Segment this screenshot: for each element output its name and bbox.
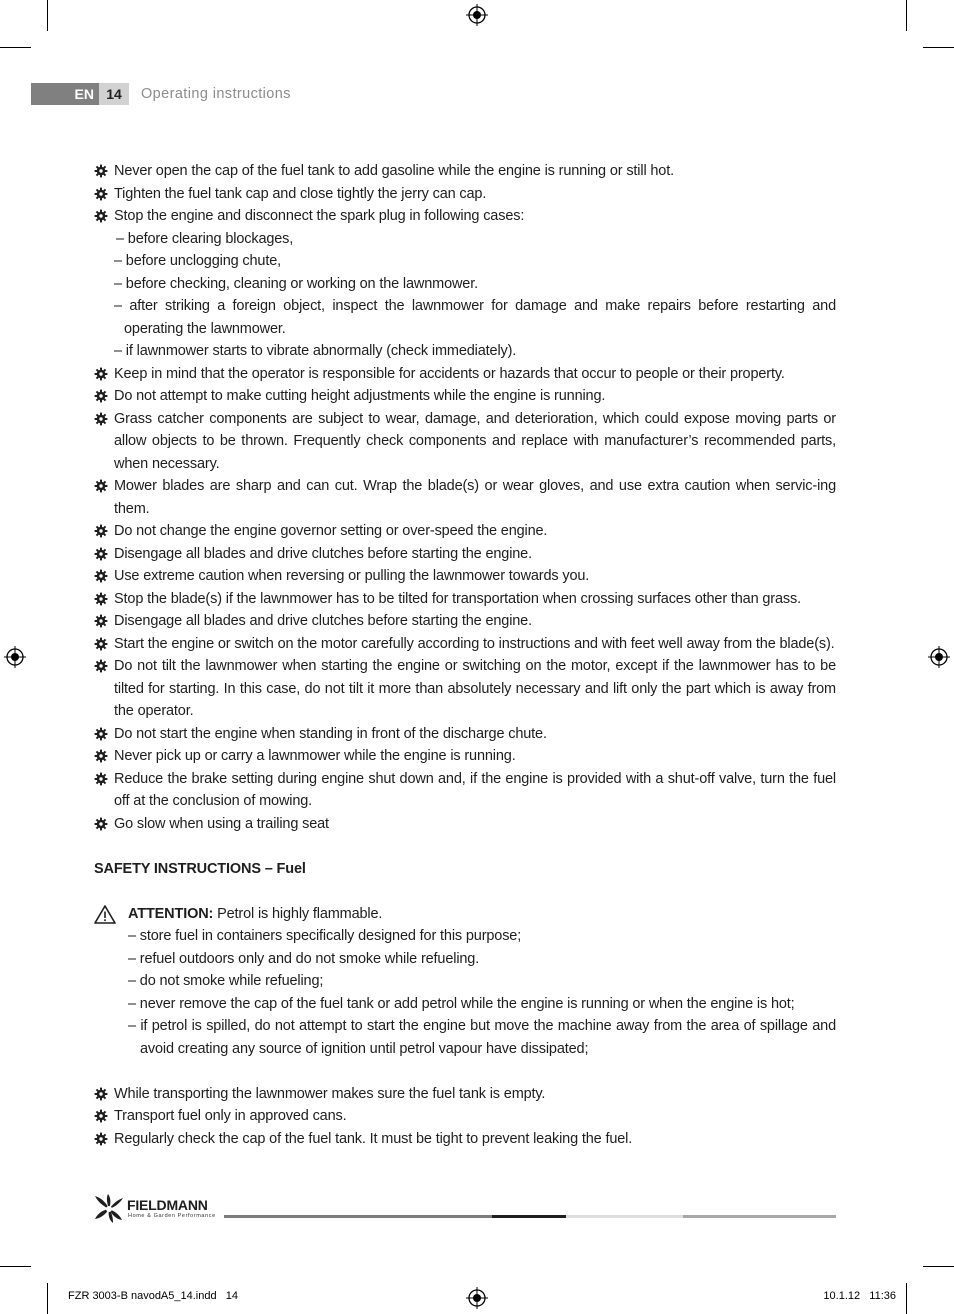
bullet-text: Do not attempt to make cutting height adjustments while the engine is running. xyxy=(114,388,606,404)
bullet-item xyxy=(94,588,836,611)
bullet-item xyxy=(94,520,836,543)
gear-bullet-icon xyxy=(94,164,108,178)
gear-bullet-icon xyxy=(94,412,108,426)
bullet-text: Regularly check the cap of the fuel tank. It must be tight to prevent leaking the fuel. xyxy=(114,1130,633,1147)
gear-bullet-icon xyxy=(94,1087,108,1101)
fuel-item: – if petrol is spilled, do not attempt to start the engine but move the machine away from the area of spillage and avoid creating any source of ignition until petrol vapour have dissipated; xyxy=(128,1018,836,1057)
bullet-list xyxy=(94,363,836,836)
slug-file: FZR 3003-B navodA5_14.indd 14 xyxy=(68,1290,239,1302)
bullet-item xyxy=(94,655,836,723)
bullet-item xyxy=(94,768,836,813)
bullet-text: Disengage all blades and drive clutches before starting the engine. xyxy=(114,545,532,562)
case-list xyxy=(94,228,836,363)
crop-mark xyxy=(923,1266,954,1267)
gear-bullet-icon xyxy=(94,659,108,673)
warning-triangle-icon xyxy=(94,905,116,924)
bullet-text: Stop the engine and disconnect the spark plug in following cases: xyxy=(114,208,525,224)
bullet-item xyxy=(94,1105,836,1128)
bullet-item xyxy=(94,610,836,633)
case-item: – if lawnmower starts to vibrate abnormally (check immediately). xyxy=(114,343,517,359)
bullet-item xyxy=(94,813,836,836)
bullet-text: Keep in mind that the operator is responsible for accidents or hazards that occur to people or their property. xyxy=(114,365,785,382)
crop-mark xyxy=(47,0,48,31)
bullet-item xyxy=(94,183,836,206)
attention-label: ATTENTION: xyxy=(128,905,214,922)
bullet-item xyxy=(94,475,836,520)
gear-bullet-icon xyxy=(94,389,108,403)
gear-bullet-icon xyxy=(94,1109,108,1123)
gear-bullet-icon xyxy=(94,749,108,763)
bullet-text: Reduce the brake setting during engine shut down and, if the engine is provided with a shut-off valve, turn the fuel off at the conclusion of mowing. xyxy=(114,770,836,809)
header-title: Operating instructions xyxy=(141,86,291,102)
bullet-text: Stop the blade(s) if the lawnmower has to be tilted for transportation when crossing surfaces other than grass. xyxy=(114,590,801,607)
fuel-item: – never remove the cap of the fuel tank or add petrol while the engine is running or when the engine is hot; xyxy=(128,995,795,1012)
case-item: – before clearing blockages, xyxy=(116,230,294,247)
case-item: – after striking a foreign object, inspect the lawnmower for damage and make repairs before restarting and operating the lawnmower. xyxy=(114,298,836,337)
bullet-item xyxy=(94,205,836,228)
bullet-item xyxy=(94,1083,836,1106)
bullet-list xyxy=(94,1083,836,1151)
bullet-text: Go slow when using a trailing seat xyxy=(114,815,329,832)
bullet-item xyxy=(94,723,836,746)
bullet-text: Do not change the engine governor setting or over-speed the engine. xyxy=(114,523,548,539)
slug-datetime: 10.1.12 11:36 xyxy=(823,1290,896,1302)
crop-mark xyxy=(906,0,907,31)
gear-bullet-icon xyxy=(94,547,108,561)
gear-bullet-icon xyxy=(94,727,108,741)
footer-rule xyxy=(492,1215,566,1218)
bullet-item xyxy=(94,363,836,386)
fuel-instruction-list xyxy=(94,925,836,1060)
bullet-text: Mower blades are sharp and can cut. Wrap the blade(s) or wear gloves, and use extra caution when servic-ing them. xyxy=(114,478,836,517)
bullet-item xyxy=(94,633,836,656)
bullet-text: While transporting the lawnmower makes sure the fuel tank is empty. xyxy=(114,1085,546,1102)
fuel-item: – do not smoke while refueling; xyxy=(128,973,324,989)
language-badge: EN xyxy=(31,83,99,105)
gear-bullet-icon xyxy=(94,569,108,583)
case-item: – before checking, cleaning or working on the lawnmower. xyxy=(114,275,478,292)
bullet-text: Never open the cap of the fuel tank to add gasoline while the engine is running or still hot. xyxy=(114,163,674,179)
case-item: – before unclogging chute, xyxy=(114,253,282,269)
bullet-item xyxy=(94,1128,836,1151)
registration-mark-icon xyxy=(466,4,488,26)
gear-bullet-icon xyxy=(94,772,108,786)
section-title: SAFETY INSTRUCTIONS – Fuel xyxy=(94,860,306,877)
gear-bullet-icon xyxy=(94,592,108,606)
footer-rule xyxy=(566,1215,683,1218)
gear-bullet-icon xyxy=(94,614,108,628)
crop-mark xyxy=(0,47,31,48)
crop-mark xyxy=(906,1283,907,1314)
gear-bullet-icon xyxy=(94,1132,108,1146)
page-header xyxy=(31,83,291,105)
logo-emblem-icon xyxy=(94,1194,124,1224)
bullet-item xyxy=(94,408,836,476)
bullet-text: Use extreme caution when reversing or pulling the lawnmower towards you. xyxy=(114,568,590,584)
main-content xyxy=(94,160,836,1150)
registration-mark-icon xyxy=(4,646,26,668)
gear-bullet-icon xyxy=(94,524,108,538)
bullet-item xyxy=(94,745,836,768)
bullet-text: Transport fuel only in approved cans. xyxy=(114,1108,347,1124)
bullet-text: Disengage all blades and drive clutches before starting the engine. xyxy=(114,613,532,629)
crop-mark xyxy=(0,1266,31,1267)
bullet-text: Do not tilt the lawnmower when starting the engine or switching on the motor, except if the lawnmower has to be tilted for starting. In this case, do not tilt it more than absolutely necessary and lift only the part which is away from the operator. xyxy=(114,658,836,719)
attention-text: Petrol is highly flammable. xyxy=(213,905,383,922)
registration-mark-icon xyxy=(928,646,950,668)
brand-name: FIELDMANN xyxy=(127,1197,208,1213)
footer-rule xyxy=(683,1215,836,1218)
bullet-text: Never pick up or carry a lawnmower while the engine is running. xyxy=(114,748,516,764)
gear-bullet-icon xyxy=(94,367,108,381)
bullet-text: Start the engine or switch on the motor carefully according to instructions and with feet well away from the blade(s). xyxy=(114,635,835,652)
registration-mark-icon xyxy=(466,1287,488,1309)
footer-rule xyxy=(224,1215,492,1218)
fuel-item: – store fuel in containers specifically designed for this purpose; xyxy=(128,928,522,944)
brand-tagline: Home & Garden Performance xyxy=(128,1213,216,1219)
page-number: 14 xyxy=(99,83,129,105)
bullet-text: Do not start the engine when standing in front of the discharge chute. xyxy=(114,725,547,742)
bullet-item xyxy=(94,565,836,588)
fuel-item: – refuel outdoors only and do not smoke while refueling. xyxy=(128,950,480,967)
crop-mark xyxy=(47,1283,48,1314)
bullet-item xyxy=(94,385,836,408)
gear-bullet-icon xyxy=(94,479,108,493)
bullet-item xyxy=(94,543,836,566)
attention-line xyxy=(94,903,836,926)
bullet-item xyxy=(94,160,836,183)
gear-bullet-icon xyxy=(94,637,108,651)
crop-mark xyxy=(923,47,954,48)
gear-bullet-icon xyxy=(94,209,108,223)
gear-bullet-icon xyxy=(94,187,108,201)
fieldmann-logo xyxy=(94,1194,224,1224)
bullet-text: Tighten the fuel tank cap and close tightly the jerry can cap. xyxy=(114,185,487,202)
gear-bullet-icon xyxy=(94,817,108,831)
bullet-text: Grass catcher components are subject to wear, damage, and deterioration, which could expose moving parts or allow objects to be thrown. Frequently check components and replace with manufacturer’s recommended parts, when necessary. xyxy=(114,410,836,472)
bullet-list xyxy=(94,160,836,228)
